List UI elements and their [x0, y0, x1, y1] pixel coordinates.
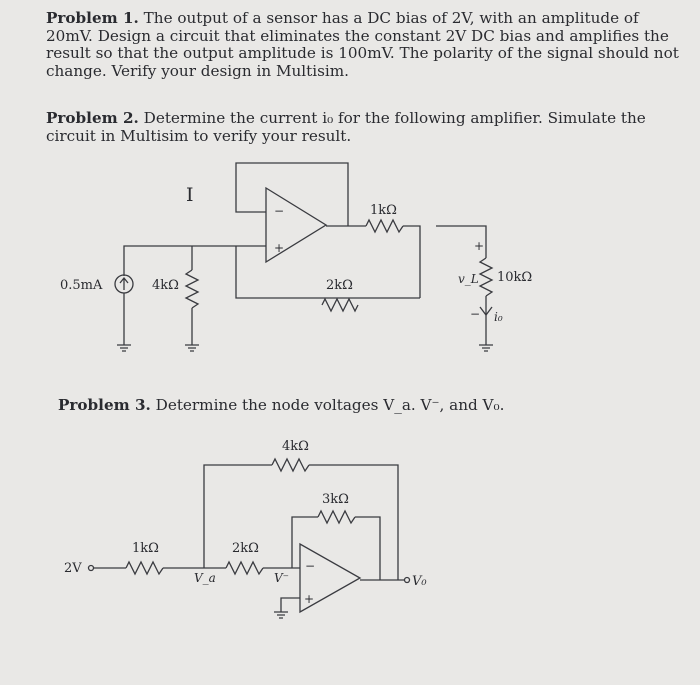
output-terminal [405, 578, 410, 583]
op-amp-3-plus: + [304, 592, 315, 606]
load-minus: − [470, 307, 481, 321]
output-current-label: i₀ [494, 310, 503, 324]
op-amp-2-minus: − [274, 204, 285, 218]
top-feedback-wire-2 [309, 465, 398, 580]
input-terminal [89, 566, 94, 571]
node-a-label: V_a [194, 571, 216, 585]
problem-1-title: Problem 1. [46, 9, 139, 27]
op-amp-3-minus: − [305, 559, 316, 573]
input-voltage-label: 2V [64, 561, 82, 576]
problem-3-text: Determine the node voltages V_a. V⁻, and V₀. [155, 396, 505, 414]
resistor-2k-mid-label: 2kΩ [232, 541, 259, 556]
output-voltage-label: V₀ [412, 574, 427, 589]
node-minus-label: V⁻ [274, 571, 289, 585]
problem-1-text: The output of a sensor has a DC bias of 2V, with an amplitude of 20mV. Design a circuit that eliminates the constant 2V DC bias and amplifies the result so that the output amplitude is 100mV. The polarity of the signal should not change. Verify your design in Multisim. [46, 9, 679, 80]
problem-2-text: Determine the current i₀ for the following amplifier. Simulate the circuit in Multisim to verify your result. [46, 109, 646, 145]
ground-icon [274, 612, 288, 618]
resistor-1k-in-label: 1kΩ [132, 541, 159, 556]
resistor-1k-in [126, 562, 163, 574]
load-plus: + [474, 239, 485, 253]
resistor-3k [318, 511, 355, 523]
resistor-1k-label: 1kΩ [370, 203, 397, 218]
resistor-2k-label: 2kΩ [326, 278, 353, 293]
resistor-4k-top-label: 4kΩ [282, 439, 309, 454]
resistor-4k-top [272, 459, 309, 471]
mid-feedback-wire-2 [355, 517, 380, 580]
source-label: 0.5mA [60, 278, 103, 293]
resistor-2k-mid [226, 562, 263, 574]
load-voltage-label: v_L [458, 272, 479, 286]
problem-3-title: Problem 3. [58, 396, 151, 414]
problem-2-title: Problem 2. [46, 109, 139, 127]
noninv-ground-wire [281, 598, 300, 612]
op-amp-2-plus: + [274, 241, 285, 255]
resistor-4k-label: 4kΩ [152, 278, 179, 293]
resistor-10k-label: 10kΩ [497, 270, 533, 285]
current-i-label: I [186, 184, 194, 206]
resistor-3k-label: 3kΩ [322, 492, 349, 507]
